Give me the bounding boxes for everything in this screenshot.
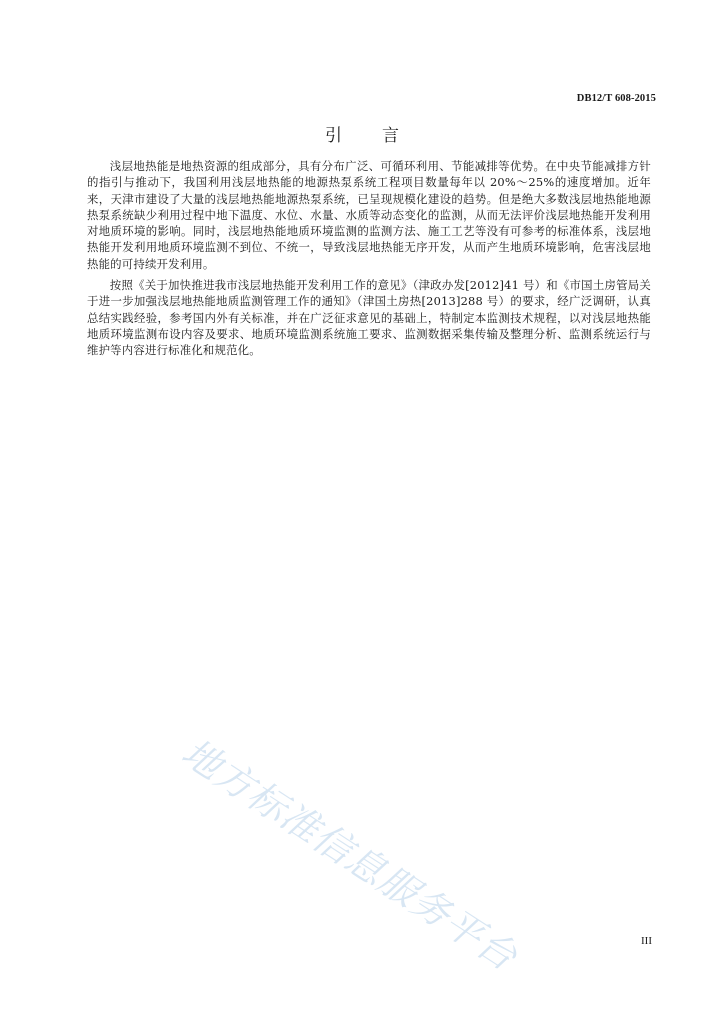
paragraph-1: 浅层地热能是地热资源的组成部分，具有分布广泛、可循环利用、节能减排等优势。在中央节能减排方针的指引与推动下，我国利用浅层地热能的地源热泵系统工程项目数量每年以 20%～25%的速度增加。近年来，天津市建设了大量的浅层地热能地源热泵系统，已呈现规模化建设的趋势。但是绝大多数浅层地热能地源热泵系统缺少利用过程中地下温度、水位、水量、水质等动态变化的监测，从而无法评价浅层地热能开发利用对地质环境的影响。同时，浅层地热能地质环境监测的监测方法、施工工艺等没有可参考的标准体系，浅层地热能开发利用地质环境监测不到位、不统一，导致浅层地热能无序开发，从而产生地质环境影响，危害浅层地热能的可持续开发利用。	[87, 159, 651, 271]
page-number: III	[641, 935, 652, 947]
document-code: DB12/T 608-2015	[576, 93, 656, 104]
page-title: 引言	[325, 126, 439, 146]
body-text	[87, 158, 651, 364]
paragraph-2: 按照《关于加快推进我市浅层地热能开发利用工作的意见》（津政办发[2012]41 号）和《市国土房管局关于进一步加强浅层地热能地质监测管理工作的通知》（津国土房热[2013]288 号）的要求，经广泛调研，认真总结实践经验，参考国内外有关标准，并在广泛征求意见的基础上，特制定本监测技术规程，以对浅层地热能地质环境监测布设内容及要求、地质环境监测系统施工要求、监测数据采集传输及整理分析、监测系统运行与维护等内容进行标准化和规范化。	[87, 278, 651, 358]
watermark-text: 地方标准信息服务平台	[174, 729, 526, 980]
